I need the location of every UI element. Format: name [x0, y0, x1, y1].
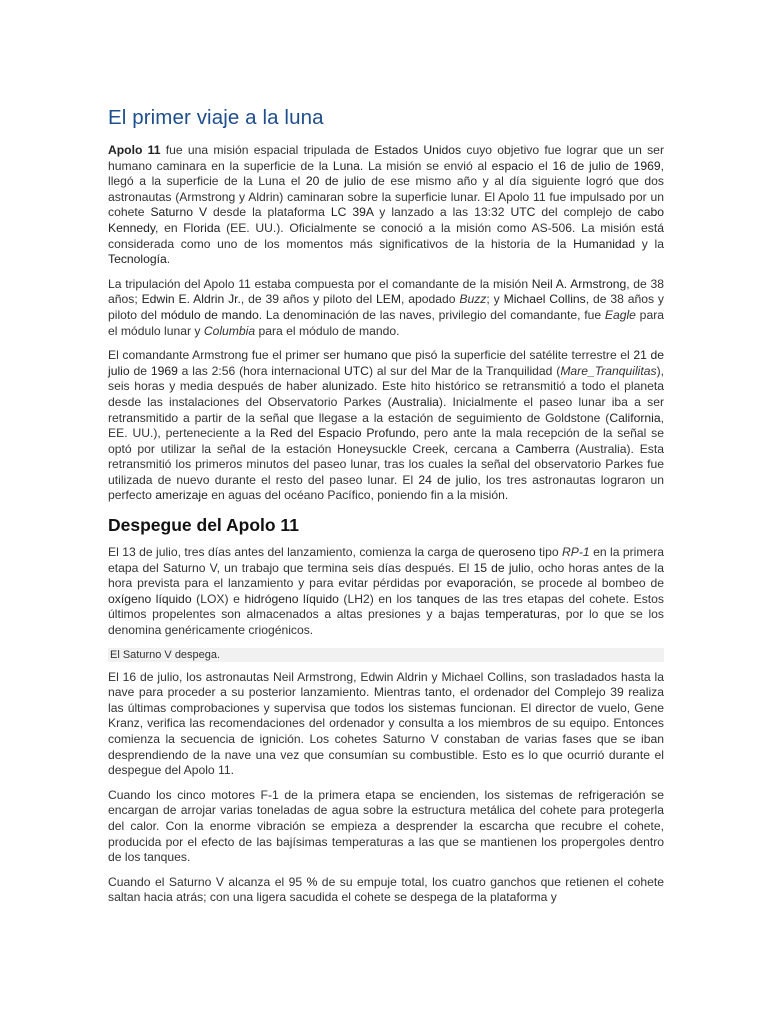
text: el	[533, 158, 553, 173]
link-term: 1969	[633, 158, 661, 173]
text: , llegó a la superficie de la Luna el	[108, 158, 664, 189]
link-term: Florida	[183, 220, 221, 235]
text: . Este hito histórico se retransmitió a todo el planeta desde las instalaciones del Observatorio Parkes (	[108, 379, 664, 409]
link-term: 21 de julio	[108, 348, 664, 378]
link-term: hidrógeno líquido	[244, 591, 339, 606]
text: , los tres astronautas lograron un perfecto	[108, 472, 664, 503]
paragraph-liftoff	[108, 875, 664, 906]
link-term: cabo Kennedy	[108, 205, 664, 235]
text: , de 39 años y piloto del	[240, 292, 377, 307]
paragraph-moonwalk	[108, 348, 664, 504]
text: , en	[155, 220, 184, 235]
text: Cuando los cinco motores F-1 de la primera etapa se encienden, los sistemas de refrigeración se encargan de arrojar varias toneladas de agua sobre la estructura metálica del cohete para protegerla del calor. Con la enorme vibración se empieza a desprender la escarcha que recubre el cohete, producida por el efecto de las bajísimas temperaturas a las que se mantienen los propergoles dentro de los tanques.	[108, 787, 664, 865]
link-term: temperaturas	[485, 607, 557, 622]
text: en la primera etapa del Saturno V, un trabajo que termina seis días después. El	[108, 545, 665, 575]
text: , EE. UU.), perteneciente a la	[108, 410, 664, 441]
paragraph-ignition	[108, 788, 664, 866]
text: , ocho horas antes de la hora prevista para el lanzamiento y para evitar pérdidas por	[108, 560, 664, 591]
text: La tripulación del Apolo 11 estaba compuesta por el comandante de la misión	[108, 276, 532, 291]
italic-term: Mare_Tranquilitas	[560, 363, 657, 378]
text: ) al sur del Mar de la Tranquilidad (	[368, 363, 561, 378]
link-term: Neil A. Armstrong	[531, 276, 627, 291]
text: (EE. UU.). Oficialmente se conoció a la misión como AS-506. La misión está considerada como uno de los momentos más significativos de la historia de la	[108, 220, 664, 251]
text: cuyo objetivo fue lograr que un ser humano caminara en la superficie de la	[108, 143, 664, 173]
text: a las 2:56 (hora internacional	[177, 363, 344, 378]
link-term: Estados Unidos	[374, 143, 462, 157]
link-term: 16 de julio	[552, 158, 611, 173]
text: (LOX) e	[191, 591, 245, 606]
text: de ese mismo año y al día siguiente logró que dos astronautas (Armstrong y Aldrin) caminaran sobre la superficie lunar. El Apolo 11 fue impulsado por un cohete	[108, 174, 664, 220]
link-term: amerizaje	[155, 488, 208, 503]
text: que pisó la superficie del satélite terrestre el	[387, 348, 634, 363]
text: , pero ante la mala recepción de la señal se optó por utilizar la señal de la estación Honeysuckle Creek, cercana a	[108, 426, 664, 456]
link-term: módulo de mando	[160, 307, 259, 322]
link-term: Luna	[332, 158, 360, 173]
text: en aguas del océano Pacífico, poniendo fin a la misión.	[207, 488, 509, 503]
italic-term: Columbia	[203, 323, 256, 338]
link-term: Red del Espacio Profundo	[270, 426, 416, 441]
link-term: LEM	[376, 292, 401, 307]
link-term: humano	[343, 348, 388, 363]
link-term: Tecnología	[108, 252, 167, 267]
text: del complejo de	[535, 205, 638, 220]
paragraph-intro	[108, 143, 664, 268]
text: y lanzado a las 13:32	[373, 205, 511, 220]
text: .	[166, 252, 171, 267]
image-caption: El Saturno V despega.	[108, 648, 664, 662]
text: de las tres etapas del cohete. Estos últimos propelentes son almacenados a altas presiones y a bajas	[108, 591, 665, 622]
text: de su empuje total, los cuatro ganchos que retienen el cohete saltan hacia atrás; con una ligera sacudida el cohete se despega de la plataforma y	[108, 874, 664, 905]
document-content	[108, 104, 664, 915]
text: . La misión se envió al	[359, 158, 492, 173]
link-term: alunizado	[321, 379, 374, 394]
text: . La denominación de las naves, privilegio del comandante, fue	[258, 307, 605, 322]
italic-term: RP-1	[562, 545, 590, 560]
link-term: 20 de julio	[305, 174, 366, 189]
link-term: Michael Collins	[503, 292, 586, 307]
page-title: El primer viaje a la luna	[108, 106, 324, 129]
paragraph-crew	[108, 277, 664, 339]
link-term: Saturno V	[150, 205, 208, 220]
link-term: %	[306, 874, 318, 889]
text: (LH2) en los	[338, 591, 417, 606]
paragraph-fueling	[108, 545, 664, 639]
text: tipo	[535, 545, 563, 560]
text: El 13 de julio, tres días antes del lanzamiento, comienza la carga de	[108, 545, 479, 560]
italic-term: Buzz	[459, 292, 487, 307]
link-term: Camberra	[515, 441, 570, 456]
text: El 16 de julio, los astronautas Neil Armstrong, Edwin Aldrin y Michael Collins, son trasladados hasta la nave para proceder a su posterior lanzamiento. Mientras tanto, el ordenador del Complejo 39 realiza las últimas comprobaciones y supervisa que todos los sistemas funcionan. El director de vuelo, Gene Kranz, verifica las recomendaciones del ordenador y consulta a los miembros de su equipo. Entonces comienza la secuencia de ignición. Los cohetes Saturno V constaban de varias fases que se iban desprendiendo de la nave una vez que consumían su combustible. Esto es lo que ocurrió durante el despegue del Apolo 11.	[108, 669, 664, 778]
text: para el módulo de mando.	[255, 323, 400, 338]
link-term: 15 de julio	[473, 560, 531, 575]
link-term: tanques	[416, 591, 460, 606]
text: ). Inicialmente el paseo lunar iba a ser retransmitido a partir de la señal que llegase a la estación de seguimiento de Goldstone (	[108, 394, 664, 425]
link-term: Edwin E. Aldrin Jr.	[141, 292, 241, 307]
text: de	[129, 363, 151, 378]
text: para el módulo lunar y	[108, 307, 664, 338]
text: de	[610, 158, 634, 173]
text: y la	[635, 236, 664, 251]
text: Cuando el Saturno V alcanza el 95	[108, 874, 307, 889]
text: fue una misión espacial tripulada de	[160, 143, 375, 157]
link-term: evaporación	[446, 576, 513, 591]
bold-term: Apolo 11	[108, 143, 161, 157]
link-term: Humanidad	[573, 236, 636, 251]
text: ; y	[486, 292, 504, 307]
link-term: LC 39A	[330, 205, 374, 220]
link-term: 24 de julio	[418, 472, 478, 487]
link-term: oxígeno líquido	[108, 591, 192, 606]
text: ), seis horas y media después de haber	[108, 363, 664, 394]
section-heading: Despegue del Apolo 11	[108, 515, 299, 536]
text: , de 38 años y piloto del	[108, 292, 664, 322]
link-term: 1969	[150, 363, 178, 378]
text: desde la plataforma	[207, 205, 331, 220]
text: El comandante Armstrong fue el primer ser	[108, 348, 344, 363]
link-term: California	[609, 410, 661, 425]
link-term: Australia	[391, 394, 439, 409]
link-term: espacio	[491, 158, 534, 173]
text: , se procede al bombeo de	[512, 576, 664, 591]
text: , de 38 años;	[108, 276, 664, 307]
text: , apodado	[401, 292, 460, 307]
link-term: UTC	[510, 205, 536, 220]
link-term: UTC	[343, 363, 369, 378]
text: , por lo que se los denomina genéricamente criogénicos.	[108, 607, 664, 638]
text: (Australia). Esta retransmitió los primeros minutos del paseo lunar, tras los cuales la señal del observatorio Parkes fue utilizada de nuevo durante el resto del paseo lunar. El	[108, 441, 664, 487]
link-term: queroseno	[478, 545, 536, 560]
italic-term: Eagle	[604, 307, 636, 322]
paragraph-launch-prep	[108, 670, 664, 779]
